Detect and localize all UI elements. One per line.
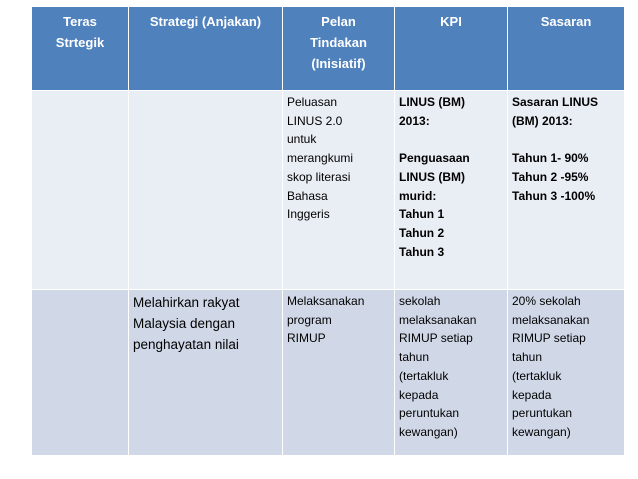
header-pelan-tindakan: Pelan Tindakan (Inisiatif) — [283, 7, 395, 91]
header-kpi: KPI — [395, 7, 508, 91]
header-sasaran: Sasaran — [508, 7, 625, 91]
cell-strategi — [129, 91, 283, 290]
pelan-text: Peluasan LINUS 2.0 untuk merangkumi skop literasi Bahasa Inggeris — [287, 95, 354, 222]
header-teras-strategik: Teras Strtegik — [32, 7, 129, 91]
cell-sasaran: 20% sekolah melaksanakan RIMUP setiap tahun (tertakluk kepada peruntukan kewangan) — [508, 290, 625, 456]
table-row — [32, 290, 625, 456]
cell-teras — [32, 91, 129, 290]
table-header-row — [32, 7, 625, 91]
cell-pelan: Melaksanakan program RIMUP — [283, 290, 395, 456]
cell-strategi: Melahirkan rakyat Malaysia dengan penghayatan nilai — [129, 290, 283, 456]
header-strategi: Strategi (Anjakan) — [129, 7, 283, 91]
strategy-table — [31, 6, 625, 456]
kpi-text: LINUS (BM) 2013: Penguasaan LINUS (BM) murid: Tahun 1 Tahun 2 Tahun 3 — [399, 95, 470, 259]
cell-teras — [32, 290, 129, 456]
cell-kpi: sekolah melaksanakan RIMUP setiap tahun (tertakluk kepada peruntukan kewangan) — [395, 290, 508, 456]
cell-kpi — [395, 91, 508, 290]
cell-sasaran — [508, 91, 625, 290]
table-row — [32, 91, 625, 290]
sasaran-text: Sasaran LINUS (BM) 2013: Tahun 1- 90% Tahun 2 -95% Tahun 3 -100% — [512, 95, 599, 203]
cell-pelan — [283, 91, 395, 290]
